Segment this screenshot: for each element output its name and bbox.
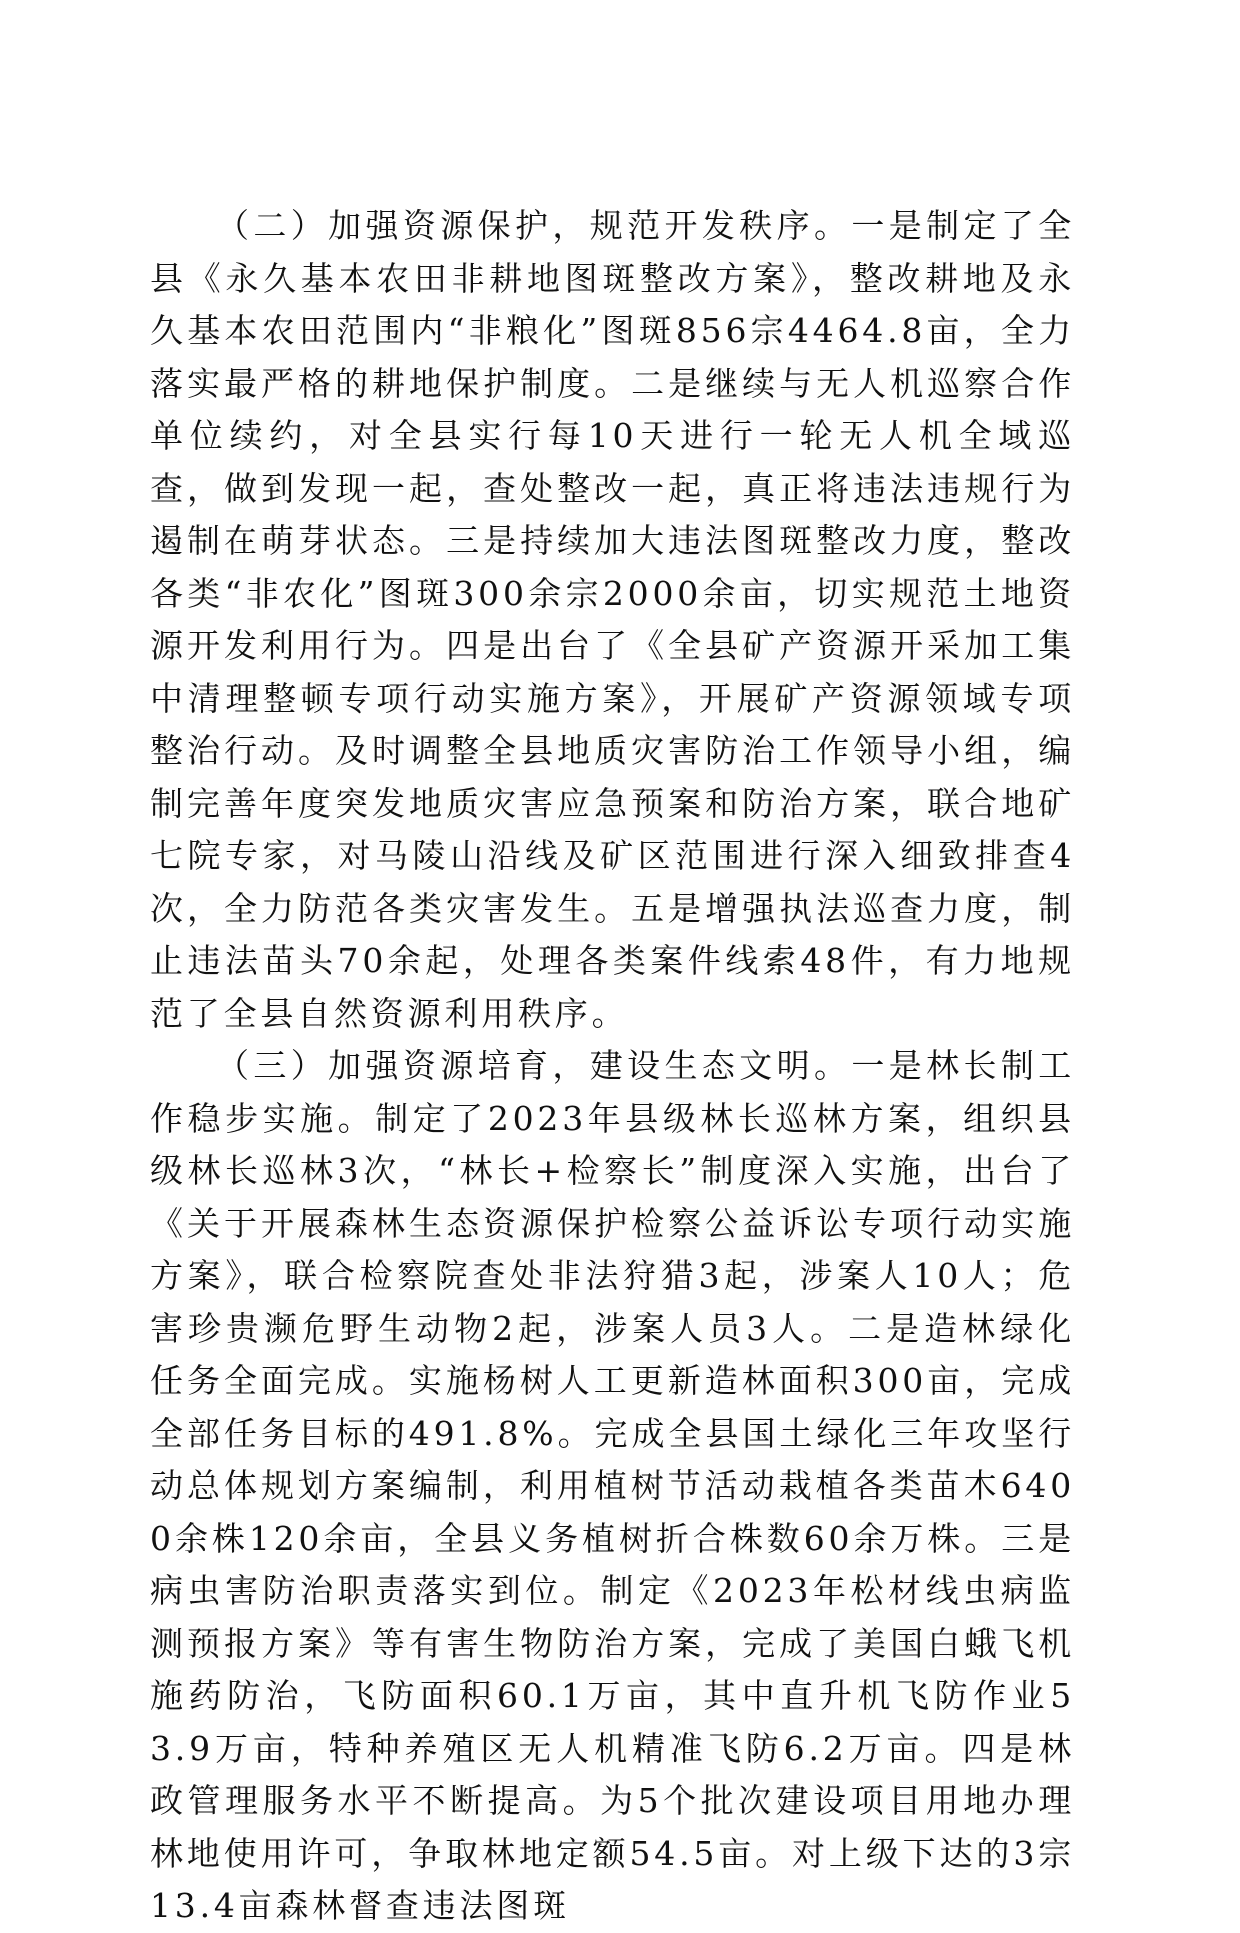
paragraph-resource-protection: （二）加强资源保护，规范开发秩序。一是制定了全县《永久基本农田非耕地图斑整改方案》，整改耕地及永久基本农田范围内“非粮化”图斑856宗4464.8亩，全力落实最严格的耕地保护制度。二是继续与无人机巡察合作单位续约，对全县实行每10天进行一轮无人机全域巡查，做到发现一起，查处整改一起，真正将违法违规行为遏制在萌芽状态。三是持续加大违法图斑整改力度，整改各类“非农化”图斑300余宗2000余亩，切实规范土地资源开发利用行为。四是出台了《全县矿产资源开采加工集中清理整顿专项行动实施方案》，开展矿产资源领域专项整治行动。及时调整全县地质灾害防治工作领导小组，编制完善年度突发地质灾害应急预案和防治方案，联合地矿七院专家，对马陵山沿线及矿区范围进行深入细致排查4次，全力防范各类灾害发生。五是增强执法巡查力度，制止违法苗头70余起，处理各类案件线索48件，有力地规范了全县自然资源利用秩序。	[150, 206, 1075, 1033]
paragraph-resource-cultivation: （三）加强资源培育，建设生态文明。一是林长制工作稳步实施。制定了2023年县级林长巡林方案，组织县级林长巡林3次，“林长+检察长”制度深入实施，出台了《关于开展森林生态资源保护检察公益诉讼专项行动实施方案》，联合检察院查处非法狩猎3起，涉案人10人；危害珍贵濒危野生动物2起，涉案人员3人。二是造林绿化任务全面完成。实施杨树人工更新造林面积300亩，完成全部任务目标的491.8%。完成全县国土绿化三年攻坚行动总体规划方案编制，利用植树节活动栽植各类苗木6400余株120余亩，全县义务植树折合株数60余万株。三是病虫害防治职责落实到位。制定《2023年松材线虫病监测预报方案》等有害生物防治方案，完成了美国白蛾飞机施药防治，飞防面积60.1万亩，其中直升机飞防作业53.9万亩，特种养殖区无人机精准飞防6.2万亩。四是林政管理服务水平不断提高。为5个批次建设项目用地办理林地使用许可，争取林地定额54.5亩。对上级下达的3宗13.4亩森林督查违法图斑	[150, 1046, 1075, 1925]
document-page	[150, 200, 1075, 1933]
